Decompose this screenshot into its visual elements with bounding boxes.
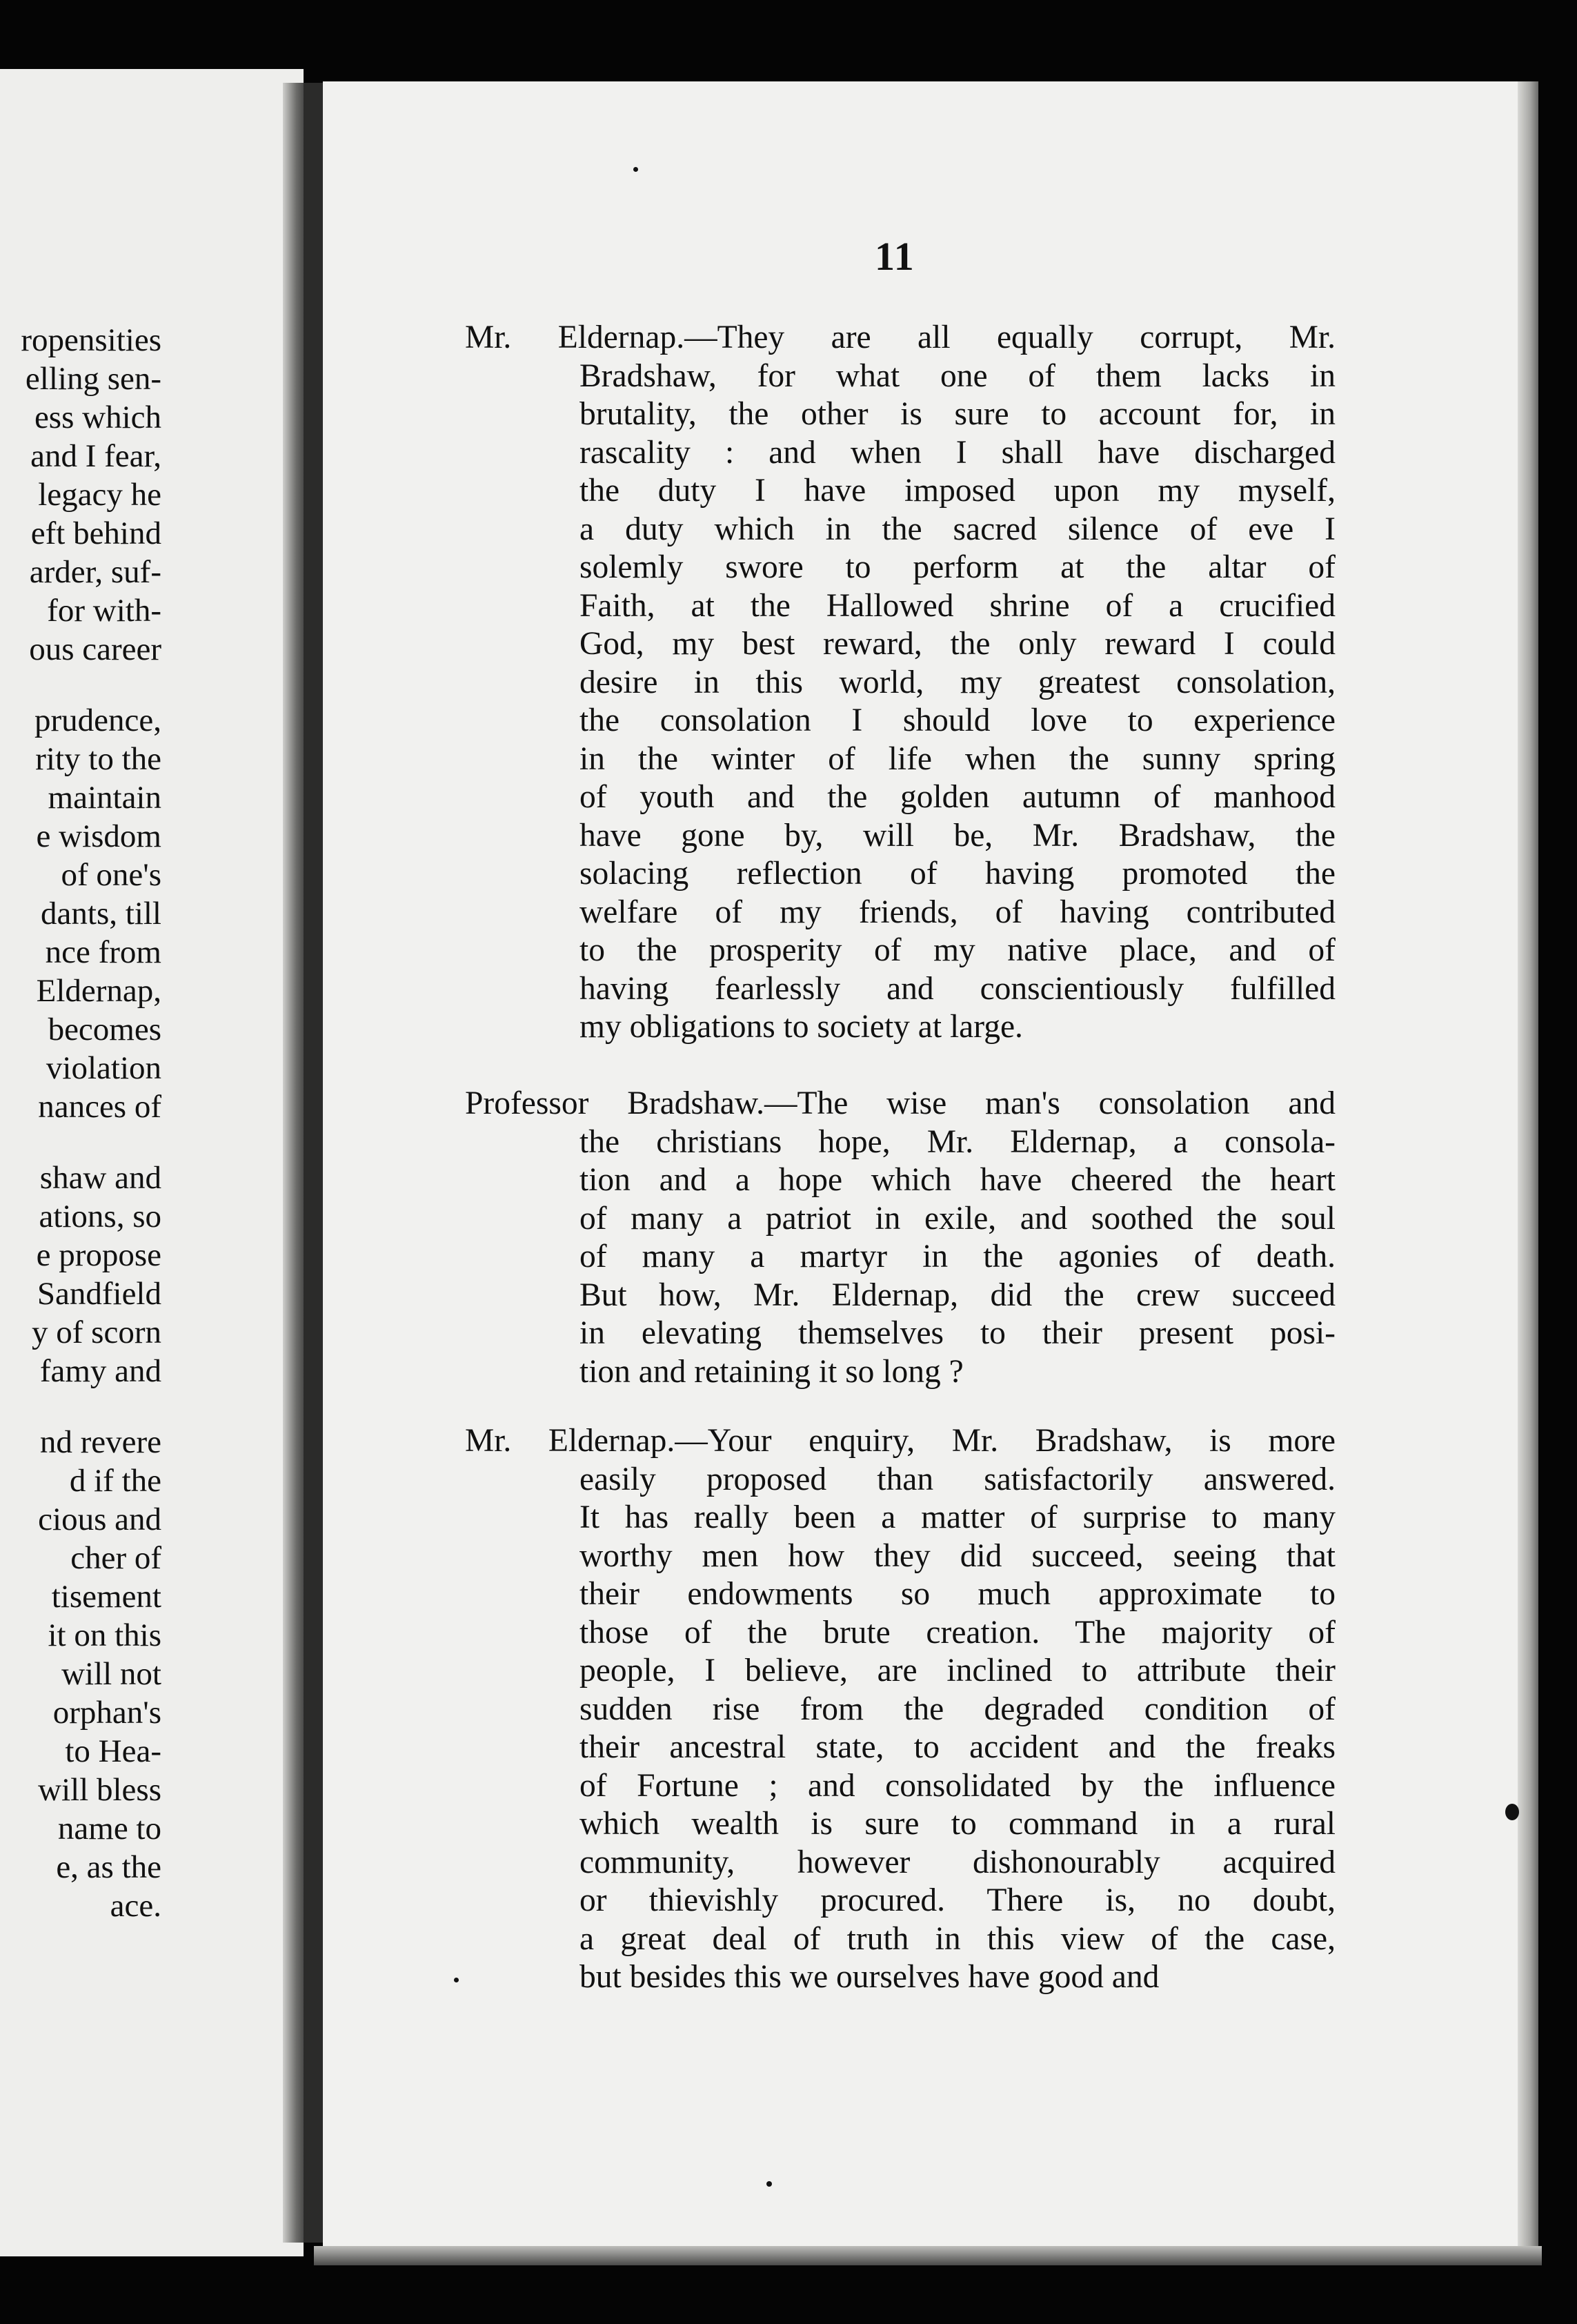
left-page-line: famy and	[39, 1353, 161, 1389]
left-page-line: prudence,	[34, 702, 161, 738]
text-line: of many a martyr in the agonies of death.	[579, 1239, 1336, 1274]
left-page-line: e wisdom	[36, 818, 161, 854]
dialogue-entry-eldernap-2	[465, 1422, 1336, 1997]
left-page-line: tisement	[51, 1579, 161, 1615]
left-page-line: orphan's	[52, 1695, 161, 1731]
left-page-line: nd revere	[39, 1424, 161, 1460]
speaker-line: Mr. Eldernap.—They are all equally corrupt, Mr.	[465, 319, 1336, 355]
text-line: those of the brute creation. The majority of	[579, 1614, 1336, 1651]
text-line: rascality : and when I shall have discharged	[579, 434, 1336, 471]
left-page-line: to Hea-	[65, 1733, 161, 1769]
left-page-line: shaw and	[39, 1160, 161, 1196]
text-line: God, my best reward, the only reward I could	[579, 626, 1336, 662]
left-page-line: elling sen-	[25, 361, 161, 397]
left-page-line: becomes	[48, 1012, 161, 1047]
text-line: their ancestral state, to accident and the freaks	[579, 1729, 1336, 1765]
left-page-line: maintain	[48, 780, 161, 816]
text-line: a duty which in the sacred silence of eve I	[579, 511, 1336, 547]
text-line: the duty I have imposed upon my myself,	[579, 473, 1336, 509]
left-page-paragraph	[21, 701, 161, 1126]
text-line: community, however dishonourably acquired	[579, 1844, 1336, 1880]
left-page-line: ous career	[29, 631, 161, 667]
text-line: in elevating themselves to their present posi-	[579, 1315, 1336, 1351]
text-line: the christians hope, Mr. Eldernap, a consola-	[579, 1123, 1336, 1160]
left-page-line: ations, so	[39, 1199, 161, 1234]
ink-speck	[633, 167, 638, 172]
left-page-line: e propose	[36, 1237, 161, 1273]
text-line: but besides this we ourselves have good and	[579, 1959, 1160, 1995]
left-page-line: d if the	[69, 1463, 161, 1499]
text-line: welfare of my friends, of having contributed	[579, 894, 1336, 930]
text-line: desire in this world, my greatest consolation,	[579, 664, 1336, 700]
left-page-paragraph	[21, 1423, 161, 1925]
speaker-line: Mr. Eldernap.—Your enquiry, Mr. Bradshaw, is more	[465, 1423, 1336, 1459]
left-page-line: Eldernap,	[36, 973, 161, 1009]
text-line: easily proposed than satisfactorily answered.	[579, 1461, 1336, 1497]
speaker-line: Professor Bradshaw.—The wise man's consolation and	[465, 1085, 1336, 1121]
text-line: or thievishly procured. There is, no doubt,	[579, 1882, 1336, 1918]
text-line: my obligations to society at large.	[579, 1009, 1023, 1045]
text-line: having fearlessly and conscientiously fulfilled	[579, 970, 1336, 1007]
left-page-line: rity to the	[35, 741, 161, 777]
ink-speck	[766, 2181, 772, 2187]
page-bottom-edge	[314, 2246, 1542, 2265]
text-line: in the winter of life when the sunny spring	[579, 740, 1336, 777]
left-page-line: violation	[46, 1050, 161, 1086]
dialogue-entry-eldernap-1	[465, 319, 1336, 1047]
text-line: the consolation I should love to experience	[579, 702, 1336, 738]
dialogue-entry-bradshaw	[465, 1085, 1336, 1391]
text-line: their endowments so much approximate to	[579, 1576, 1336, 1612]
left-page-line: y of scorn	[32, 1314, 161, 1350]
left-page-line: for with-	[47, 593, 161, 629]
text-line: sudden rise from the degraded condition of	[579, 1691, 1336, 1727]
text-line: brutality, the other is sure to account for, in	[579, 396, 1336, 432]
left-page-line: cious and	[38, 1501, 161, 1537]
left-page-line: legacy he	[38, 477, 161, 513]
left-page-line: ace.	[110, 1888, 161, 1924]
text-line: to the prosperity of my native place, and of	[579, 932, 1336, 968]
page-number: 11	[875, 234, 915, 279]
text-line: worthy men how they did succeed, seeing that	[579, 1537, 1336, 1574]
left-page-paragraph	[21, 1159, 161, 1390]
left-page-line: eft behind	[30, 515, 161, 551]
text-line: of many a patriot in exile, and soothed the soul	[579, 1200, 1336, 1237]
text-line: which wealth is sure to command in a rural	[579, 1806, 1336, 1842]
left-page-line: will not	[61, 1656, 161, 1692]
text-line: But how, Mr. Eldernap, did the crew succeed	[579, 1277, 1336, 1313]
left-page-line: nances of	[38, 1089, 161, 1125]
left-page-line: it on this	[48, 1617, 161, 1653]
left-facing-page	[0, 69, 304, 2256]
left-page-line: of one's	[61, 857, 161, 893]
text-line: solacing reflection of having promoted the	[579, 856, 1336, 892]
gutter-shadow	[304, 83, 323, 2243]
page-edge	[1518, 81, 1538, 2262]
ink-blot	[1505, 1804, 1519, 1820]
left-page-line: ropensities	[21, 322, 161, 358]
text-line: of Fortune ; and consolidated by the influence	[579, 1767, 1336, 1804]
left-page-text	[21, 321, 161, 1925]
text-line: tion and a hope which have cheered the heart	[579, 1162, 1336, 1198]
left-page-line: cher of	[70, 1540, 161, 1576]
text-line: a great deal of truth in this view of the case,	[579, 1920, 1336, 1957]
left-page-line: dants, till	[41, 896, 161, 932]
left-page-line: and I fear,	[30, 438, 161, 474]
text-line: of youth and the golden autumn of manhood	[579, 779, 1336, 815]
left-page-line: Sandfield	[37, 1276, 161, 1312]
left-page-line: will bless	[38, 1772, 161, 1808]
text-line: It has really been a matter of surprise to many	[579, 1499, 1336, 1535]
text-line: tion and retaining it so long ?	[579, 1353, 964, 1390]
left-page-paragraph	[21, 321, 161, 669]
text-line: have gone by, will be, Mr. Bradshaw, the	[579, 817, 1336, 854]
text-line: Faith, at the Hallowed shrine of a crucified	[579, 587, 1336, 624]
text-line: people, I believe, are inclined to attribute their	[579, 1653, 1336, 1688]
text-line: Bradshaw, for what one of them lacks in	[579, 357, 1336, 394]
left-page-line: nce from	[45, 934, 161, 970]
left-page-line: name to	[57, 1811, 161, 1847]
left-page-line: e, as the	[56, 1849, 161, 1885]
ink-speck	[454, 1978, 459, 1982]
text-line: solemly swore to perform at the altar of	[579, 549, 1336, 585]
left-page-line: arder, suf-	[29, 554, 161, 590]
left-page-line: ess which	[34, 400, 161, 435]
